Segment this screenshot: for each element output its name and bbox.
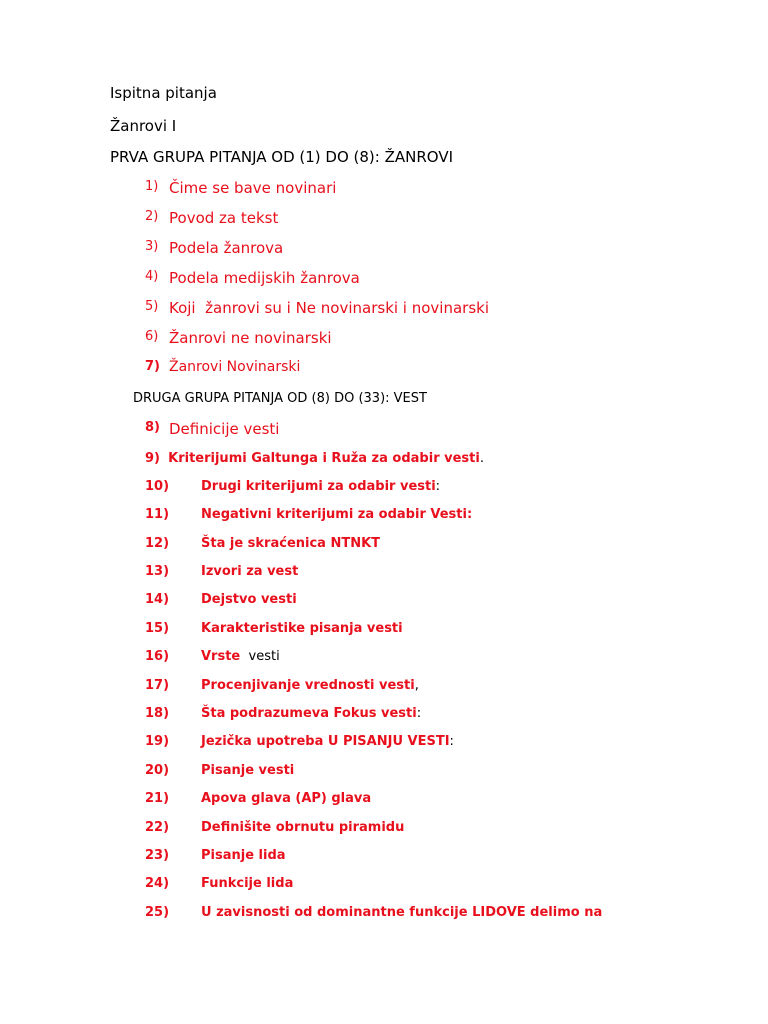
item-text: Jezička upotreba U PISANJU VESTI <box>201 734 450 749</box>
item-number: 8) <box>145 420 160 435</box>
item-text: Čime se bave novinari <box>169 179 337 197</box>
item-text: Funkcije lida <box>201 876 294 891</box>
item-suffix: , <box>414 678 419 693</box>
item-number: 11) <box>145 507 170 522</box>
item-number: 19) <box>145 734 170 749</box>
item-suffix: vesti <box>240 649 280 664</box>
item-number: 7) <box>145 359 160 374</box>
item-number: 18) <box>145 706 170 721</box>
item-text: Izvori za vest <box>201 564 299 579</box>
item-text: Podela medijskih žanrova <box>169 269 360 287</box>
item-text: Kriterijumi Galtunga i Ruža za odabir vesti <box>168 451 480 466</box>
item-text: Koji žanrovi su i Ne novinarski i novinarski <box>169 299 490 317</box>
item-number: 2) <box>145 209 159 224</box>
item-number: 15) <box>145 621 170 636</box>
item-number: 22) <box>145 820 170 835</box>
item-suffix: : <box>416 706 422 721</box>
item-suffix: . <box>479 451 484 466</box>
item-text: Definišite obrnutu piramidu <box>201 820 405 835</box>
item-number: 10) <box>145 479 170 494</box>
item-text: Vrste <box>201 649 241 664</box>
item-number: 23) <box>145 848 170 863</box>
item-number: 1) <box>145 179 159 194</box>
item-text: Apova glava (AP) glava <box>201 791 372 806</box>
item-number: 20) <box>145 763 170 778</box>
item-text: U zavisnosti od dominantne funkcije LIDOVE delimo na <box>201 905 603 920</box>
item-number: 25) <box>145 905 170 920</box>
doc-title: Ispitna pitanja <box>110 84 217 102</box>
item-number: 6) <box>145 329 159 344</box>
item-number: 3) <box>145 239 159 254</box>
item-number: 12) <box>145 536 170 551</box>
item-text: Dejstvo vesti <box>201 592 297 607</box>
item-suffix: : <box>435 479 441 494</box>
item-number: 5) <box>145 299 159 314</box>
item-suffix: : <box>449 734 454 749</box>
item-text: Šta podrazumeva Fokus vesti <box>201 706 417 721</box>
item-number: 9) <box>145 451 160 466</box>
item-number: 16) <box>145 649 170 664</box>
item-text: Procenjivanje vrednosti vesti <box>201 678 415 693</box>
item-text: Pisanje vesti <box>201 763 295 778</box>
item-text: Žanrovi ne novinarski <box>169 329 332 347</box>
item-text: Žanrovi Novinarski <box>169 359 301 375</box>
item-text: Šta je skraćenica NTNKT <box>201 536 381 551</box>
item-text: Podela žanrova <box>169 239 284 257</box>
item-number: 17) <box>145 678 170 693</box>
doc-subtitle: Žanrovi I <box>110 117 177 135</box>
item-number: 4) <box>145 269 159 284</box>
item-text: Drugi kriterijumi za odabir vesti <box>201 479 436 494</box>
item-text: Definicije vesti <box>169 420 280 438</box>
group2-heading: DRUGA GRUPA PITANJA OD (8) DO (33): VEST <box>133 391 427 406</box>
item-text: Pisanje lida <box>201 848 286 863</box>
item-number: 24) <box>145 876 170 891</box>
item-number: 14) <box>145 592 170 607</box>
item-number: 21) <box>145 791 170 806</box>
list-item <box>145 451 484 466</box>
item-text: Povod za tekst <box>169 209 279 227</box>
item-text: Karakteristike pisanja vesti <box>201 621 403 636</box>
item-number: 13) <box>145 564 170 579</box>
group1-heading: PRVA GRUPA PITANJA OD (1) DO (8): ŽANROVI <box>110 148 454 166</box>
item-text: Negativni kriterijumi za odabir Vesti: <box>201 507 473 522</box>
